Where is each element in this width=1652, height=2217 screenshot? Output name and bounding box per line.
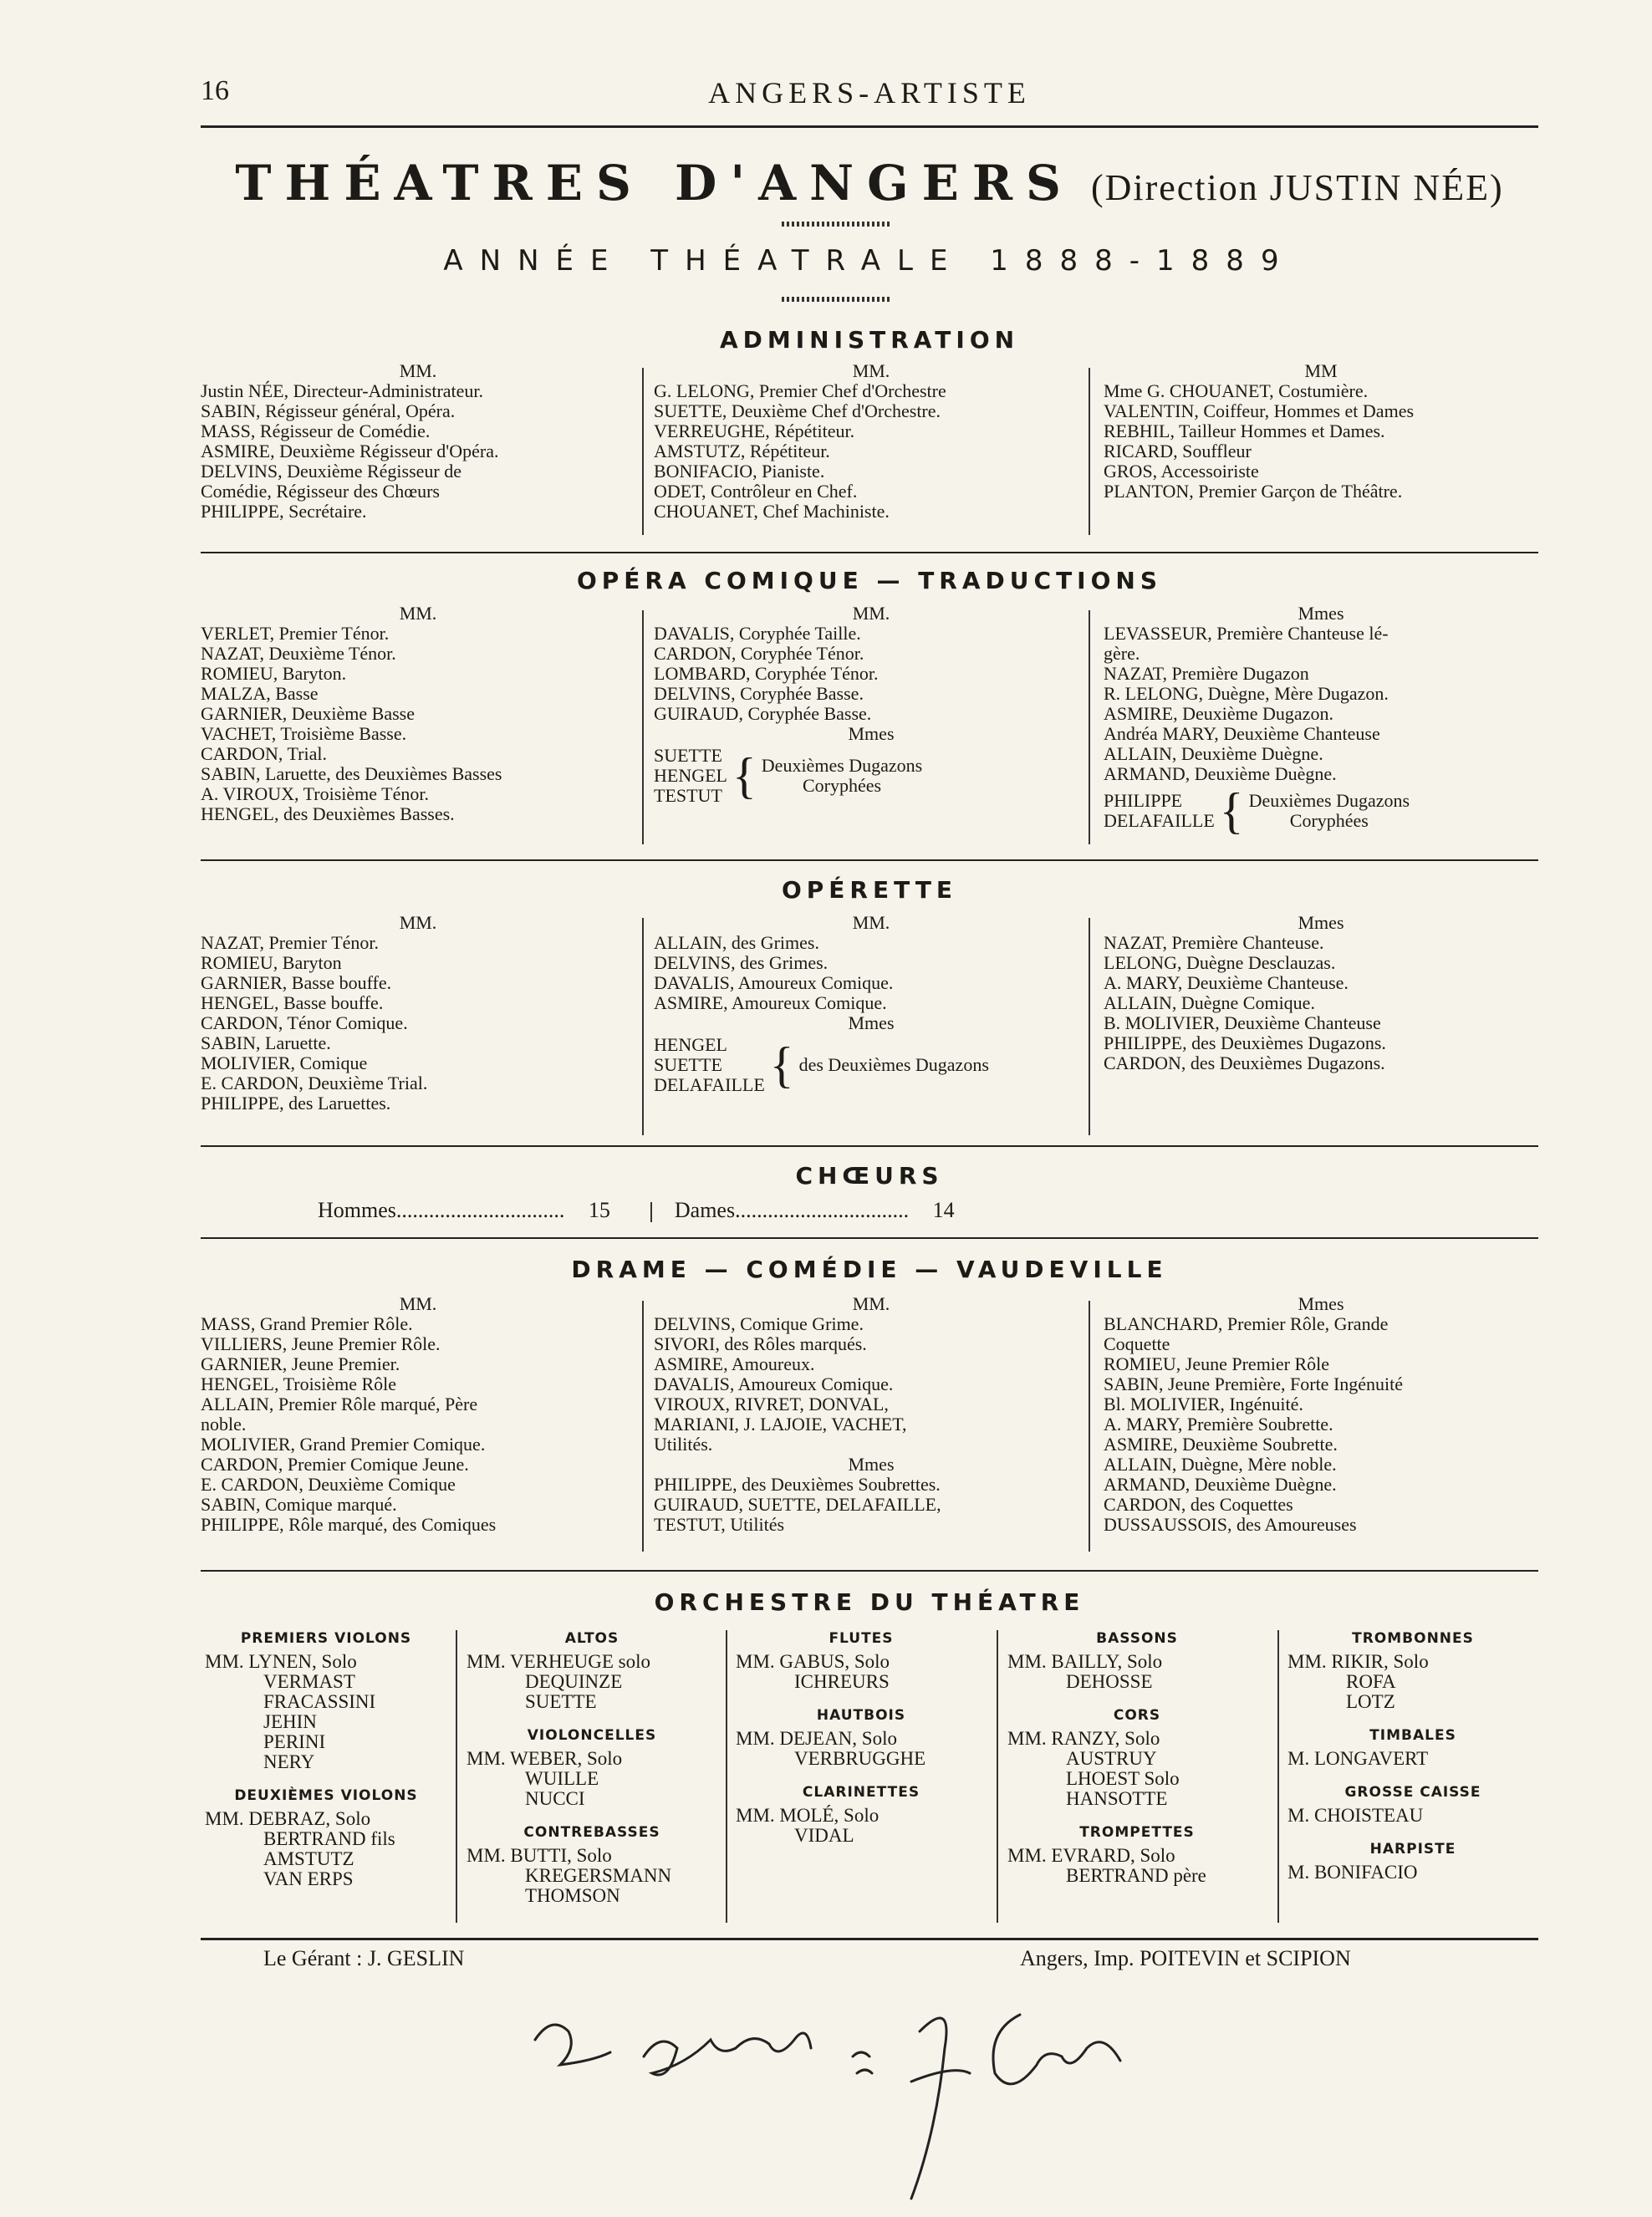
cast-entry: CARDON, des Deuxièmes Dugazons. [1104, 1052, 1385, 1073]
cast-entry: PHILIPPE [1104, 790, 1183, 811]
orchestre-column-1 [205, 1628, 447, 1889]
cast-entry: SUETTE [654, 745, 722, 766]
instrument-heading: HARPISTE [1369, 1841, 1456, 1858]
section-heading-operette: OPÉRETTE [781, 876, 958, 904]
musician-entry: BERTRAND père [1066, 1865, 1206, 1886]
cast-entry: ROMIEU, Baryton. [201, 663, 347, 684]
cast-entry: PHILIPPE, des Laruettes. [201, 1093, 391, 1114]
running-title: ANGERS-ARTISTE [708, 76, 1031, 110]
musician-entry: MM. WEBER, Solo [467, 1748, 623, 1769]
cast-entry: LEVASSEUR, Première Chanteuse lé- [1104, 623, 1389, 644]
cast-entry: CARDON, Ténor Comique. [201, 1012, 408, 1033]
cast-entry: ROMIEU, Jeune Premier Rôle [1104, 1353, 1330, 1374]
cast-entry: Coquette [1104, 1333, 1170, 1354]
musician-entry: M. CHOISTEAU [1287, 1805, 1424, 1826]
cast-entry: ALLAIN, des Grimes. [654, 932, 819, 953]
bracket-names [1104, 791, 1215, 831]
section-heading-drame: DRAME — COMÉDIE — VAUDEVILLE [571, 1256, 1168, 1283]
page-title [201, 155, 1538, 212]
cast-entry: VIROUX, RIVRET, DONVAL, [654, 1394, 889, 1414]
section-heading-administration: ADMINISTRATION [719, 326, 1020, 354]
musician-entry: MM. MOLÉ, Solo [736, 1805, 880, 1826]
cast-entry: VILLIERS, Jeune Premier Rôle. [201, 1333, 441, 1354]
cast-entry: ALLAIN, Premier Rôle marqué, Père [201, 1394, 478, 1414]
musician-entry: MM. RIKIR, Solo [1287, 1651, 1429, 1672]
section-heading-choeurs: CHŒURS [795, 1162, 944, 1190]
opera-column-2 [654, 604, 1089, 806]
column-divider [456, 1630, 457, 1923]
orchestre-column-3 [736, 1628, 987, 1846]
opera-column-1 [201, 604, 635, 824]
cast-entry: Utilités. [654, 1434, 713, 1455]
instrument-heading: GROSSE CAISSE [1344, 1784, 1481, 1801]
staff-entry: Justin NÉE, Directeur-Administrateur. [201, 380, 484, 401]
cast-entry: NAZAT, Premier Ténor. [201, 932, 380, 953]
column-heading: Mmes [1298, 603, 1344, 624]
cast-entry: ARMAND, Deuxième Duègne. [1104, 1474, 1337, 1495]
cast-entry: HENGEL [654, 765, 727, 786]
administration-column-3 [1104, 361, 1538, 502]
cast-entry: A. MARY, Première Soubrette. [1104, 1414, 1333, 1435]
column-heading: MM. [852, 603, 890, 624]
cast-entry: PHILIPPE, Rôle marqué, des Comiques [201, 1514, 497, 1535]
instrument-heading: TROMBONNES [1352, 1630, 1474, 1647]
cast-entry: LOMBARD, Coryphée Ténor. [654, 663, 879, 684]
cast-entry: SABIN, Jeune Première, Forte Ingénuité [1104, 1374, 1404, 1394]
footer-gerant: Le Gérant : J. GESLIN [263, 1946, 465, 1970]
cast-entry: ASMIRE, Deuxième Soubrette. [1104, 1434, 1338, 1455]
cast-entry: E. CARDON, Deuxième Comique [201, 1474, 456, 1495]
column-heading: MM [1304, 360, 1338, 381]
musician-entry: VERMAST [263, 1671, 355, 1692]
musician-entry: HANSOTTE [1066, 1788, 1168, 1809]
bracket-group [654, 746, 1089, 806]
musician-entry: DEQUINZE [525, 1671, 623, 1692]
cast-entry: ASMIRE, Amoureux. [654, 1353, 815, 1374]
cast-entry: Andréa MARY, Deuxième Chanteuse [1104, 723, 1380, 744]
choeurs-dames-label: Dames [674, 1198, 736, 1222]
musician-entry: NUCCI [525, 1788, 585, 1809]
cast-entry: HENGEL, des Deuxièmes Basses. [201, 803, 455, 824]
cast-entry: HENGEL, Troisième Rôle [201, 1374, 397, 1394]
musician-entry: BERTRAND fils [263, 1828, 395, 1849]
cast-entry: GUIRAUD, Coryphée Basse. [654, 703, 872, 724]
instrument-heading: FLUTES [829, 1630, 894, 1647]
musician-entry: LOTZ [1346, 1691, 1395, 1712]
opera-column-3 [1104, 604, 1538, 836]
column-heading: Mmes [1298, 912, 1344, 933]
administration-column-2 [654, 361, 1089, 522]
staff-entry: G. LELONG, Premier Chef d'Orchestre [654, 380, 946, 401]
choeurs-hommes-count: 15 [588, 1198, 610, 1222]
operette-column-3 [1104, 913, 1538, 1073]
section-rule [201, 859, 1538, 861]
bracket-role: Coryphées [1289, 810, 1369, 831]
column-heading: MM. [852, 1293, 890, 1314]
cast-entry: ARMAND, Deuxième Duègne. [1104, 763, 1337, 784]
cast-entry: PHILIPPE, des Deuxièmes Soubrettes. [654, 1474, 941, 1495]
cast-entry: GARNIER, Jeune Premier. [201, 1353, 400, 1374]
staff-entry: ASMIRE, Deuxième Régisseur d'Opéra. [201, 441, 499, 461]
cast-entry: GUIRAUD, SUETTE, DELAFAILLE, [654, 1494, 941, 1515]
orchestre-column-2 [467, 1628, 717, 1906]
instrument-heading: ALTOS [564, 1630, 620, 1647]
title-ornament [782, 222, 890, 227]
cast-entry: MARIANI, J. LAJOIE, VACHET, [654, 1414, 907, 1435]
column-divider [726, 1630, 727, 1923]
cast-entry: VERLET, Premier Ténor. [201, 623, 390, 644]
musician-entry: VERBRUGGHE [794, 1748, 926, 1769]
running-header [201, 75, 1538, 117]
column-divider [642, 368, 644, 535]
musician-entry: MM. RANZY, Solo [1007, 1728, 1160, 1749]
cast-entry: NAZAT, Première Dugazon [1104, 663, 1309, 684]
instrument-heading: TROMPETTES [1079, 1824, 1195, 1841]
cast-entry: BLANCHARD, Premier Rôle, Grande [1104, 1313, 1389, 1334]
section-rule [201, 552, 1538, 553]
leader-dots: ................................ [735, 1198, 910, 1222]
staff-entry: SUETTE, Deuxième Chef d'Orchestre. [654, 400, 941, 421]
cast-entry: MASS, Grand Premier Rôle. [201, 1313, 413, 1334]
drame-column-3 [1104, 1294, 1538, 1535]
musician-entry: M. BONIFACIO [1287, 1862, 1418, 1883]
cast-entry: DELAFAILLE [1104, 810, 1215, 831]
cast-entry: E. CARDON, Deuxième Trial. [201, 1073, 428, 1093]
column-divider [1089, 368, 1090, 535]
cast-entry: HENGEL, Basse bouffe. [201, 992, 384, 1013]
section-heading-orchestre: ORCHESTRE DU THÉATRE [654, 1588, 1085, 1616]
cast-entry: SABIN, Laruette, des Deuxièmes Basses [201, 763, 502, 784]
cast-entry: ASMIRE, Amoureux Comique. [654, 992, 887, 1013]
musician-entry: MM. BAILLY, Solo [1007, 1651, 1163, 1672]
section-rule [201, 1237, 1538, 1239]
column-divider [642, 1301, 644, 1552]
page-number: 16 [201, 75, 229, 106]
cast-entry: ROMIEU, Baryton [201, 952, 342, 973]
cast-entry: MOLIVIER, Comique [201, 1052, 368, 1073]
musician-entry: VIDAL [794, 1825, 854, 1846]
musician-entry: MM. GABUS, Solo [736, 1651, 890, 1672]
cast-entry: B. MOLIVIER, Deuxième Chanteuse [1104, 1012, 1381, 1033]
cast-entry: NAZAT, Première Chanteuse. [1104, 932, 1324, 953]
footer-rule [201, 1938, 1538, 1940]
staff-entry: BONIFACIO, Pianiste. [654, 461, 825, 482]
header-rule [201, 125, 1538, 128]
musician-entry: M. LONGAVERT [1287, 1748, 1429, 1769]
staff-entry: DELVINS, Deuxième Régisseur de [201, 461, 462, 482]
section-rule [201, 1570, 1538, 1572]
cast-entry: GARNIER, Deuxième Basse [201, 703, 416, 724]
column-heading: MM. [399, 360, 437, 381]
instrument-heading: PREMIERS VIOLONS [240, 1630, 412, 1647]
column-divider [1089, 1301, 1090, 1552]
cast-entry: CARDON, des Coquettes [1104, 1494, 1293, 1515]
cast-entry: HENGEL [654, 1034, 727, 1055]
column-heading: MM. [399, 603, 437, 624]
footer-imprimeur: Angers, Imp. POITEVIN et SCIPION [1020, 1946, 1351, 1970]
bracket-role: des Deuxièmes Dugazons [798, 1054, 989, 1075]
cast-entry: MALZA, Basse [201, 683, 319, 704]
column-heading: MM. [852, 912, 890, 933]
musician-entry: SUETTE [525, 1691, 597, 1712]
instrument-heading: VIOLONCELLES [527, 1727, 657, 1744]
bracket-names [654, 1035, 765, 1095]
instrument-heading: BASSONS [1096, 1630, 1178, 1647]
cast-entry: A. MARY, Deuxième Chanteuse. [1104, 972, 1349, 993]
musician-entry: WUILLE [525, 1768, 599, 1789]
instrument-heading: TIMBALES [1369, 1727, 1456, 1744]
staff-entry: SABIN, Régisseur général, Opéra. [201, 400, 456, 421]
orchestre-column-4 [1007, 1628, 1267, 1886]
column-divider [1277, 1630, 1279, 1923]
staff-entry: PHILIPPE, Secrétaire. [201, 501, 367, 522]
instrument-heading: CLARINETTES [802, 1784, 920, 1801]
bracket-description [1249, 791, 1410, 831]
cast-entry: GARNIER, Basse bouffe. [201, 972, 392, 993]
cast-entry: SABIN, Comique marqué. [201, 1494, 397, 1515]
column-subheading: Mmes [848, 1012, 895, 1033]
musician-entry: AMSTUTZ [263, 1848, 354, 1869]
staff-entry: REBHIL, Tailleur Hommes et Dames. [1104, 420, 1385, 441]
cast-entry: DELVINS, des Grimes. [654, 952, 829, 973]
musician-entry: MM. DEJEAN, Solo [736, 1728, 897, 1749]
musician-entry: MM. VERHEUGE solo [467, 1651, 651, 1672]
cast-entry: gère. [1104, 643, 1140, 664]
cast-entry: ASMIRE, Deuxième Dugazon. [1104, 703, 1333, 724]
staff-entry: PLANTON, Premier Garçon de Théâtre. [1104, 481, 1403, 502]
musician-entry: ICHREURS [794, 1671, 890, 1692]
musician-entry: FRACASSINI [263, 1691, 376, 1712]
cast-entry: A. VIROUX, Troisième Ténor. [201, 783, 429, 804]
instrument-heading: CONTREBASSES [523, 1824, 660, 1841]
column-heading: MM. [852, 360, 890, 381]
cast-entry: DAVALIS, Amoureux Comique. [654, 972, 894, 993]
administration-column-1 [201, 361, 635, 522]
musician-entry: AUSTRUY [1066, 1748, 1157, 1769]
subtitle: ANNÉE THÉATRALE 1888-1889 [443, 244, 1296, 278]
column-divider [1089, 918, 1090, 1135]
musician-entry: NERY [263, 1751, 315, 1772]
cast-entry: DELVINS, Comique Grime. [654, 1313, 864, 1334]
bracket-group [654, 1035, 1089, 1095]
cast-entry: SABIN, Laruette. [201, 1032, 331, 1053]
choeurs-dames-count: 14 [932, 1198, 955, 1222]
staff-entry: RICARD, Souffleur [1104, 441, 1252, 461]
staff-entry: Mme G. CHOUANET, Costumière. [1104, 380, 1369, 401]
musician-entry: JEHIN [263, 1711, 317, 1732]
column-divider [1089, 610, 1090, 844]
column-divider [642, 918, 644, 1135]
column-heading: MM. [399, 912, 437, 933]
musician-entry: MM. DEBRAZ, Solo [205, 1808, 371, 1829]
musician-entry: MM. BUTTI, Solo [467, 1845, 612, 1866]
brace-mark: { [732, 748, 757, 803]
column-heading: MM. [399, 1293, 437, 1314]
musician-entry: THOMSON [525, 1885, 620, 1906]
staff-entry: ODET, Contrôleur en Chef. [654, 481, 858, 502]
instrument-heading: HAUTBOIS [816, 1707, 906, 1724]
operette-column-1 [201, 913, 635, 1114]
bracket-names [654, 746, 727, 806]
title-main: THÉATRES D'ANGERS [235, 155, 1074, 212]
musician-entry: DEHOSSE [1066, 1671, 1153, 1692]
cast-entry: NAZAT, Deuxième Ténor. [201, 643, 396, 664]
cast-entry: R. LELONG, Duègne, Mère Dugazon. [1104, 683, 1389, 704]
cast-entry: TESTUT, Utilités [654, 1514, 785, 1535]
cast-entry: noble. [201, 1414, 247, 1435]
musician-entry: LHOEST Solo [1066, 1768, 1180, 1789]
column-divider [642, 610, 644, 844]
cast-entry: DAVALIS, Coryphée Taille. [654, 623, 861, 644]
staff-entry: VERREUGHE, Répétiteur. [654, 420, 855, 441]
title-direction: (Direction JUSTIN NÉE) [1090, 167, 1504, 208]
musician-entry: VAN ERPS [263, 1868, 354, 1889]
bracket-group [1104, 783, 1538, 838]
musician-entry: PERINI [263, 1731, 326, 1752]
column-divider [997, 1630, 998, 1923]
section-rule [201, 1145, 1538, 1147]
musician-entry: KREGERSMANN [525, 1865, 672, 1886]
cast-entry: ALLAIN, Deuxième Duègne. [1104, 743, 1323, 764]
cast-entry: ALLAIN, Duègne, Mère noble. [1104, 1454, 1337, 1475]
cast-entry: LELONG, Duègne Desclauzas. [1104, 952, 1336, 973]
leader-dots: ............................... [395, 1198, 565, 1222]
instrument-heading: CORS [1113, 1707, 1161, 1724]
choeurs-counts [318, 1198, 973, 1223]
cast-entry: PHILIPPE, des Deuxièmes Dugazons. [1104, 1032, 1386, 1053]
cast-entry: DELAFAILLE [654, 1074, 765, 1095]
staff-entry: VALENTIN, Coiffeur, Hommes et Dames [1104, 400, 1415, 421]
section-heading-opera-comique: OPÉRA COMIQUE — TRADUCTIONS [576, 567, 1162, 594]
drame-column-1 [201, 1294, 635, 1535]
choeurs-hommes-label: Hommes [318, 1198, 396, 1222]
bracket-description [799, 1055, 989, 1075]
musician-entry: MM. LYNEN, Solo [205, 1651, 357, 1672]
orchestre-column-5 [1287, 1628, 1538, 1883]
staff-entry: CHOUANET, Chef Machiniste. [654, 501, 890, 522]
cast-entry: Bl. MOLIVIER, Ingénuité. [1104, 1394, 1303, 1414]
cast-entry: SUETTE [654, 1054, 722, 1075]
cast-entry: DUSSAUSSOIS, des Amoureuses [1104, 1514, 1357, 1535]
brace-mark: { [769, 1037, 794, 1093]
brace-mark: { [1219, 783, 1244, 838]
bracket-role: Coryphées [802, 775, 882, 796]
drame-column-2 [654, 1294, 1089, 1535]
cast-entry: SIVORI, des Rôles marqués. [654, 1333, 867, 1354]
bracket-role: Deuxièmes Dugazons [1248, 790, 1410, 811]
instrument-heading: DEUXIÈMES VIOLONS [234, 1787, 418, 1804]
bracket-role: Deuxièmes Dugazons [761, 755, 923, 776]
staff-entry: GROS, Accessoiriste [1104, 461, 1259, 482]
subtitle-ornament [782, 297, 890, 302]
musician-entry: MM. EVRARD, Solo [1007, 1845, 1175, 1866]
cast-entry: ALLAIN, Duègne Comique. [1104, 992, 1315, 1013]
musician-entry: ROFA [1346, 1671, 1396, 1692]
cast-entry: CARDON, Premier Comique Jeune. [201, 1454, 469, 1475]
column-subheading: Mmes [848, 723, 895, 744]
handwritten-signature [518, 1981, 1154, 2215]
choeurs-divider [650, 1202, 652, 1222]
column-subheading: Mmes [848, 1454, 895, 1475]
staff-entry: AMSTUTZ, Répétiteur. [654, 441, 830, 461]
column-heading: Mmes [1298, 1293, 1344, 1314]
cast-entry: DAVALIS, Amoureux Comique. [654, 1374, 894, 1394]
staff-entry: MASS, Régisseur de Comédie. [201, 420, 431, 441]
bracket-description [762, 756, 922, 796]
cast-entry: VACHET, Troisième Basse. [201, 723, 407, 744]
cast-entry: CARDON, Trial. [201, 743, 327, 764]
operette-column-2 [654, 913, 1089, 1095]
cast-entry: TESTUT [654, 785, 722, 806]
cast-entry: CARDON, Coryphée Ténor. [654, 643, 864, 664]
cast-entry: MOLIVIER, Grand Premier Comique. [201, 1434, 486, 1455]
staff-entry: Comédie, Régisseur des Chœurs [201, 481, 440, 502]
cast-entry: DELVINS, Coryphée Basse. [654, 683, 864, 704]
